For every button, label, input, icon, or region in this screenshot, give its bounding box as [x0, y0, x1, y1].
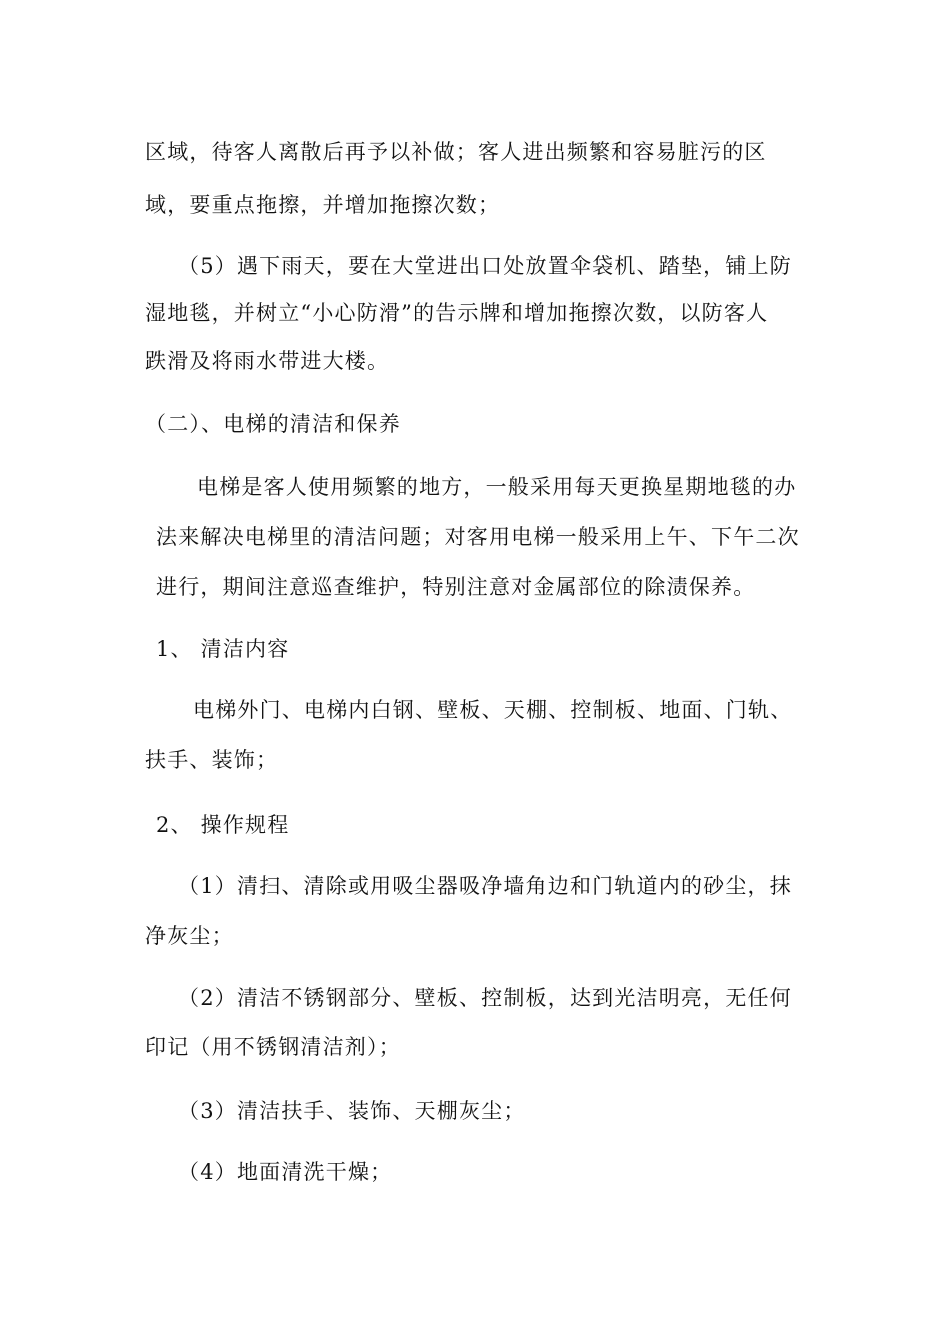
text-line: 跌滑及将雨水带进大楼。 — [145, 349, 390, 373]
text-line: （5）遇下雨天，要在大堂进出口处放置伞袋机、踏垫，铺上防 — [178, 254, 792, 278]
section-heading: （二）、电梯的清洁和保养 — [145, 412, 401, 436]
text-line: 净灰尘； — [145, 924, 234, 948]
text-line: 印记（用不锈钢清洁剂）； — [145, 1035, 401, 1059]
text-line: （2）清洁不锈钢部分、壁板、控制板，达到光洁明亮，无任何 — [178, 986, 792, 1010]
text-line: （1）清扫、清除或用吸尘器吸净墙角边和门轨道内的砂尘，抹 — [178, 874, 792, 898]
text-line: 域，要重点拖擦，并增加拖擦次数； — [145, 193, 501, 217]
subsection-heading: 2、 操作规程 — [156, 813, 290, 837]
text-line: 电梯是客人使用频繁的地方，一般采用每天更换星期地毯的办 — [197, 475, 797, 499]
text-line: （4）地面清洗干燥； — [178, 1160, 393, 1184]
text-line: 电梯外门、电梯内白钢、壁板、天棚、控制板、地面、门轨、 — [193, 698, 793, 722]
text-line: （3）清洁扶手、装饰、天棚灰尘； — [178, 1099, 526, 1123]
text-line: 湿地毯，并树立“小心防滑”的告示牌和增加拖擦次数，以防客人 — [145, 301, 769, 325]
text-line: 扶手、装饰； — [145, 748, 279, 772]
text-line: 区域，待客人离散后再予以补做；客人进出频繁和容易脏污的区 — [145, 140, 767, 164]
text-line: 法来解决电梯里的清洁问题；对客用电梯一般采用上午、下午二次 — [156, 525, 800, 549]
text-line: 进行，期间注意巡查维护，特别注意对金属部位的除渍保养。 — [156, 575, 756, 599]
subsection-heading: 1、 清洁内容 — [156, 637, 290, 661]
